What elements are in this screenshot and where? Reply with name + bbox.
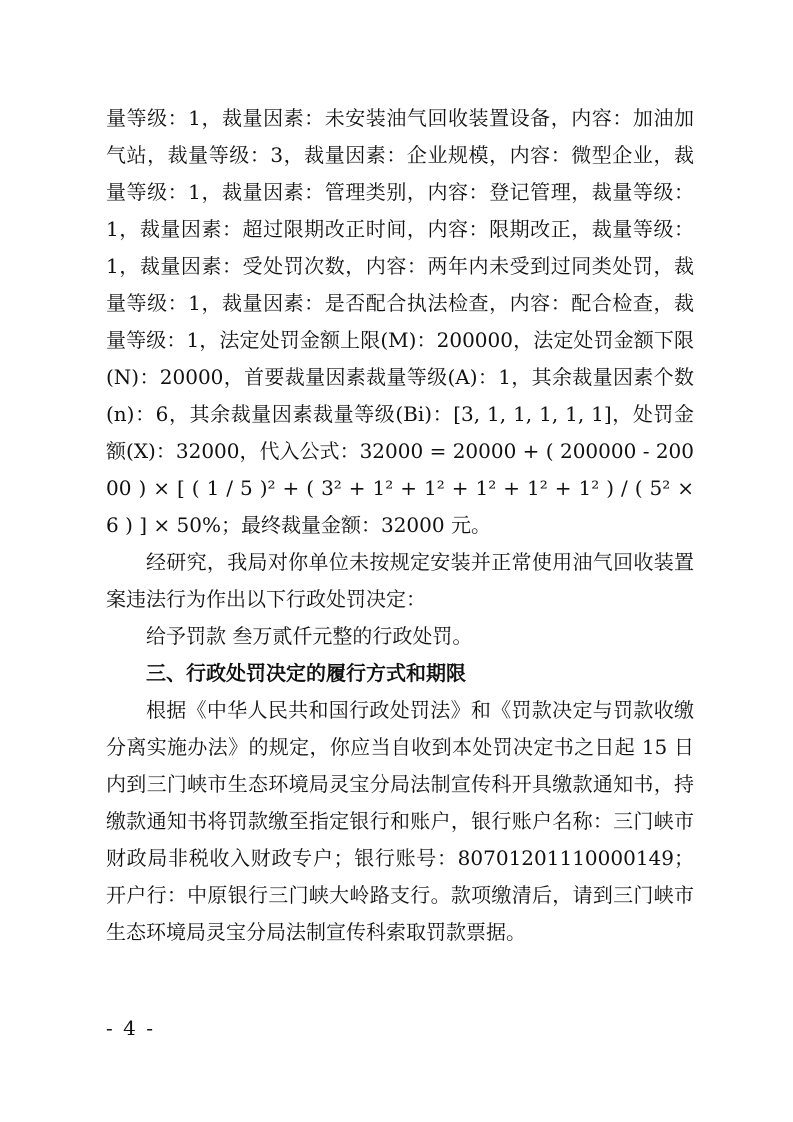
page-number: - 4 - <box>106 1016 155 1040</box>
section-heading: 三、行政处罚决定的履行方式和期限 <box>146 661 466 685</box>
discretion-details-paragraph: 量等级：1，裁量因素：未安装油气回收装置设备，内容：加油加气站，裁量等级：3，裁量因素：企业规模，内容：微型企业，裁量等级：1，裁量因素：管理类别，内容：登记管理，裁量等级：1，裁量因素：超过限期改正时间，内容：限期改正，裁量等级：1，裁量因素：受处罚次数，内容：两年内未受到过同类处罚，裁量等级：1，裁量因素：是否配合执法检查，内容：配合检查，裁量等级：1，法定处罚金额上限(M)：200000，法定处罚金额下限(N)：20000，首要裁量因素裁量等级(A)：1，其余裁量因素个数(n)：6，其余裁量因素裁量等级(Bi)：[3, 1, 1, 1, 1, 1]，处罚金额(X)：32000，代入公式：32000 = 20000 + ( 200000 - 20000 ) × [ ( 1 / 5 )² + ( 3² + 1² + 1² + 1² + 1² + 1² ) / ( 5² × 6 ) ] × 50%；最终裁量金额：32000 元。 <box>106 106 694 537</box>
document-body <box>106 100 694 951</box>
penalty-paragraph: 给予罚款 叁万贰仟元整的行政处罚。 <box>146 624 473 648</box>
decision-intro-paragraph: 经研究，我局对你单位未按规定安装并正常使用油气回收装置案违法行为作出以下行政处罚决定： <box>106 550 694 611</box>
payment-method-paragraph: 根据《中华人民共和国行政处罚法》和《罚款决定与罚款收缴分离实施办法》的规定，你应当自收到本处罚决定书之日起 15 日内到三门峡市生态环境局灵宝分局法制宣传科开具缴款通知书，持缴款通知书将罚款缴至指定银行和账户，银行账户名称：三门峡市财政局非税收入财政专户；银行账号：80701201110000149；开户行：中原银行三门峡大岭路支行。款项缴清后，请到三门峡市生态环境局灵宝分局法制宣传科索取罚款票据。 <box>106 698 694 944</box>
